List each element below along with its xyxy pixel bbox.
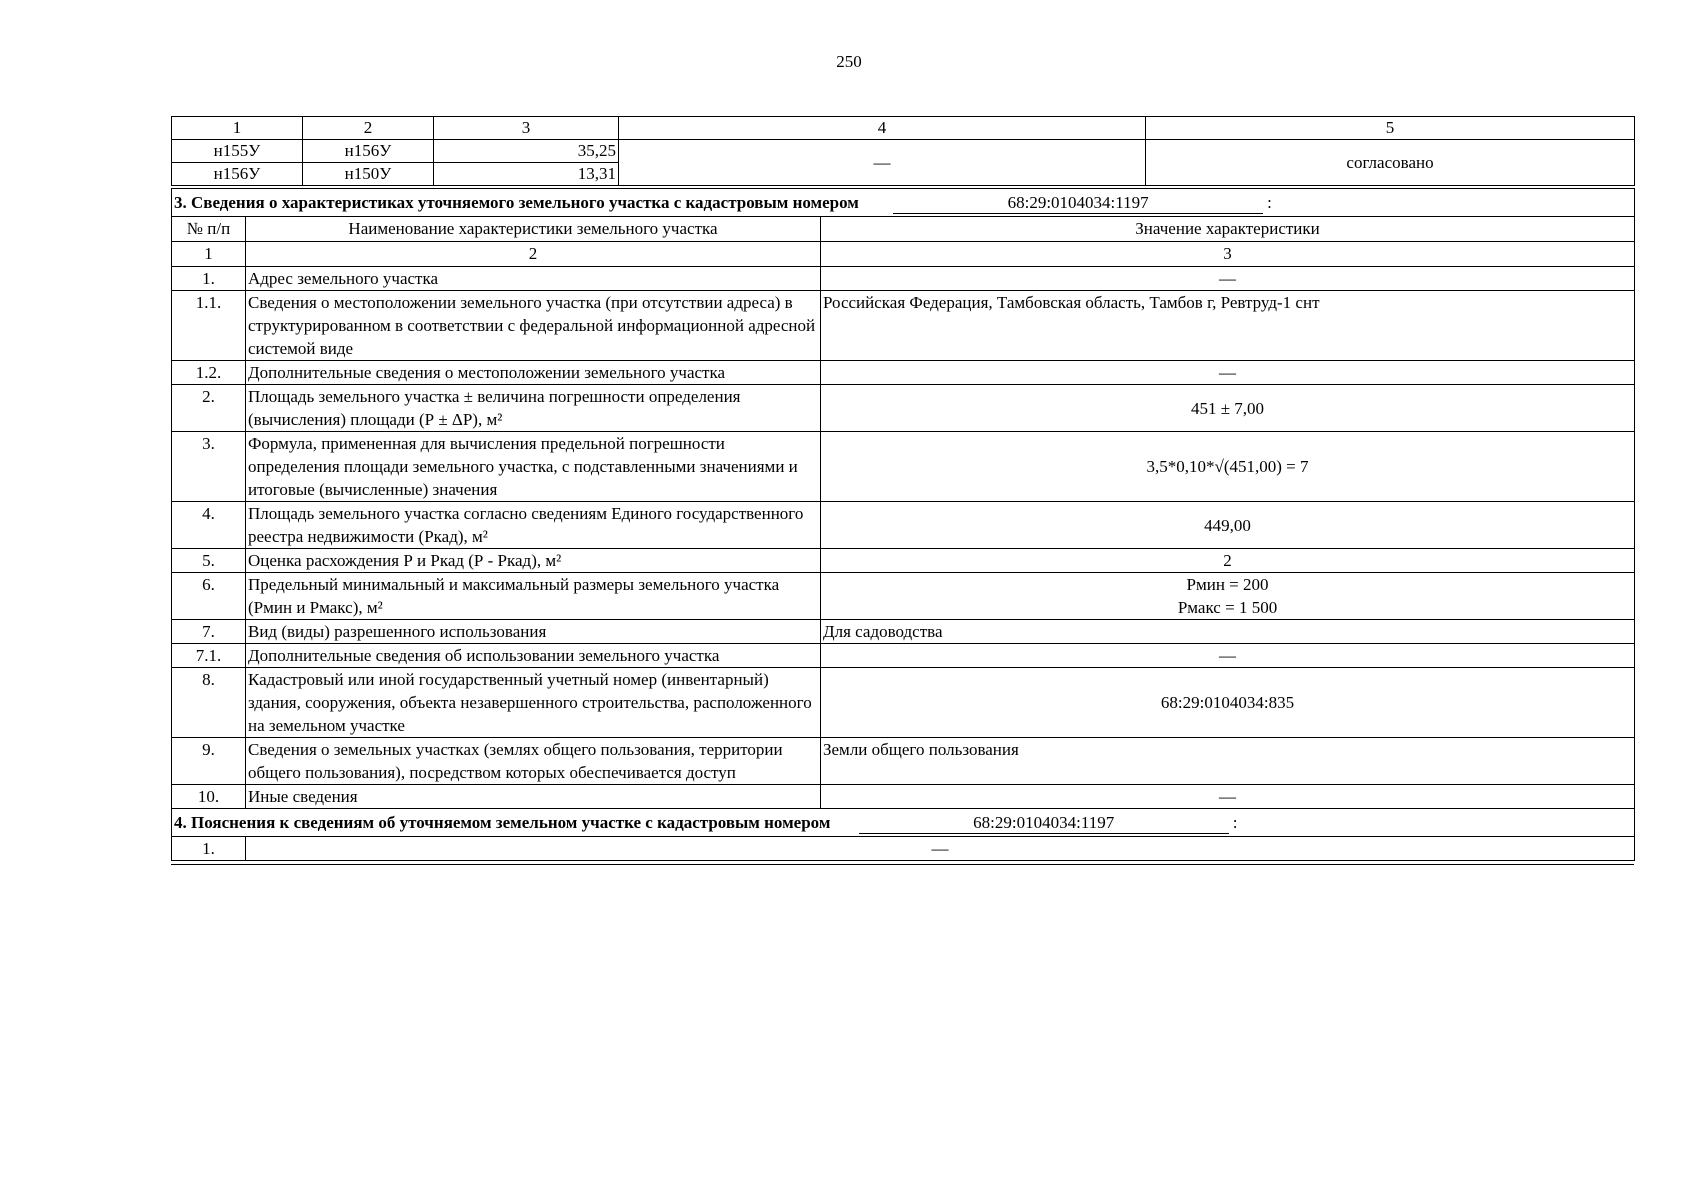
table-row [172,140,1635,163]
header-name: Наименование характеристики земельного участка [246,217,821,242]
row-value: 68:29:0104034:835 [821,668,1635,738]
col-number-3: 3 [821,242,1635,267]
row-num: 2. [172,385,246,432]
row-name: Площадь земельного участка ± величина погрешности определения (вычисления) площади (Р ± ΔР), м² [246,385,821,432]
row-num: 1.2. [172,361,246,385]
table-row [172,738,1635,785]
row-num: 3. [172,432,246,502]
row-name: Кадастровый или иной государственный учетный номер (инвентарный) здания, сооружения, объекта незавершенного строительства, расположенного на земельном участке [246,668,821,738]
point-to: н150У [303,163,434,186]
row-name: Дополнительные сведения об использовании земельного участка [246,644,821,668]
max-size: Рмакс = 1 500 [1177,598,1278,617]
point-from: н156У [172,163,303,186]
page-number: 250 [836,52,862,71]
table-row [172,573,1635,620]
table-row [172,385,1635,432]
table-row [172,267,1635,291]
row-value: — [821,267,1635,291]
row-num: 9. [172,738,246,785]
header-num: № п/п [172,217,246,242]
row-name: Формула, примененная для вычисления предельной погрешности определения площади земельного участка, с подставленными значениями и итоговые (вычисленные) значения [246,432,821,502]
bottom-rule [171,864,1634,865]
row-value: 451 ± 7,00 [821,385,1635,432]
section3-title-cell [172,189,1635,217]
row-name: Сведения о земельных участках (землях общего пользования, территории общего пользования), посредством которых обеспечивается доступ [246,738,821,785]
row-value: 3,5*0,10*√(451,00) = 7 [821,432,1635,502]
row-name: Оценка расхождения Р и Ркад (Р - Ркад), м² [246,549,821,573]
table-header-row [172,117,1635,140]
row-name: Адрес земельного участка [246,267,821,291]
row-num: 7. [172,620,246,644]
table-row [172,668,1635,738]
approval-status: согласовано [1146,140,1635,186]
section4-title-row [172,809,1635,837]
col-header-1: 1 [172,117,303,140]
section4-title-cell [172,809,1635,837]
row-num: 1.1. [172,291,246,361]
section4-cadastral-number: 68:29:0104034:1197 [859,813,1229,834]
boundary-segments-table [171,116,1635,186]
col-header-3: 3 [434,117,619,140]
col4-value: — [619,140,1146,186]
point-from: н155У [172,140,303,163]
row-value: 2 [821,549,1635,573]
row-num: 1. [172,267,246,291]
row-name: Предельный минимальный и максимальный размеры земельного участка (Рмин и Рмакс), м² [246,573,821,620]
row-num: 7.1. [172,644,246,668]
col-header-4: 4 [619,117,1146,140]
min-size: Рмин = 200 [1186,575,1269,594]
table-header-row [172,217,1635,242]
col-number-1: 1 [172,242,246,267]
col-number-2: 2 [246,242,821,267]
point-to: н156У [303,140,434,163]
section3-title: 3. Сведения о характеристиках уточняемого земельного участка с кадастровым номером [174,193,859,212]
table-row [172,291,1635,361]
row-value: — [821,644,1635,668]
row-value: Для садоводства [821,620,1635,644]
section3-cadastral-number: 68:29:0104034:1197 [893,193,1263,214]
row-name: Дополнительные сведения о местоположении земельного участка [246,361,821,385]
section3-title-row [172,189,1635,217]
row-name: Иные сведения [246,785,821,809]
row-num: 6. [172,573,246,620]
table-row [172,837,1635,861]
row-num: 5. [172,549,246,573]
segment-length: 13,31 [434,163,619,186]
row-value: 449,00 [821,502,1635,549]
row-name: Вид (виды) разрешенного использования [246,620,821,644]
characteristics-table [171,188,1635,861]
row-num: 10. [172,785,246,809]
row-num: 4. [172,502,246,549]
header-value: Значение характеристики [821,217,1635,242]
table-row [172,785,1635,809]
row-value: — [246,837,1635,861]
table-row [172,432,1635,502]
row-value: Земли общего пользования [821,738,1635,785]
row-value: — [821,785,1635,809]
section3-colon: : [1267,193,1272,212]
col-header-2: 2 [303,117,434,140]
column-numbers-row [172,242,1635,267]
row-num: 8. [172,668,246,738]
row-name: Площадь земельного участка согласно сведениям Единого государственного реестра недвижимости (Ркад), м² [246,502,821,549]
row-value: — [821,361,1635,385]
section4-colon: : [1232,813,1238,832]
table-row [172,361,1635,385]
section4-title: 4. Пояснения к сведениям об уточняемом земельном участке с кадастровым номером [174,813,831,832]
table-row [172,620,1635,644]
row-name: Сведения о местоположении земельного участка (при отсутствии адреса) в структурированном в соответствии с федеральной информационной адресной системой виде [246,291,821,361]
table-row [172,502,1635,549]
row-value: Российская Федерация, Тамбовская область, Тамбов г, Ревтруд-1 снт [821,291,1635,361]
table-row [172,644,1635,668]
col-header-5: 5 [1146,117,1635,140]
segment-length: 35,25 [434,140,619,163]
row-num: 1. [172,837,246,861]
table-row [172,549,1635,573]
row-value-pair [821,573,1635,620]
